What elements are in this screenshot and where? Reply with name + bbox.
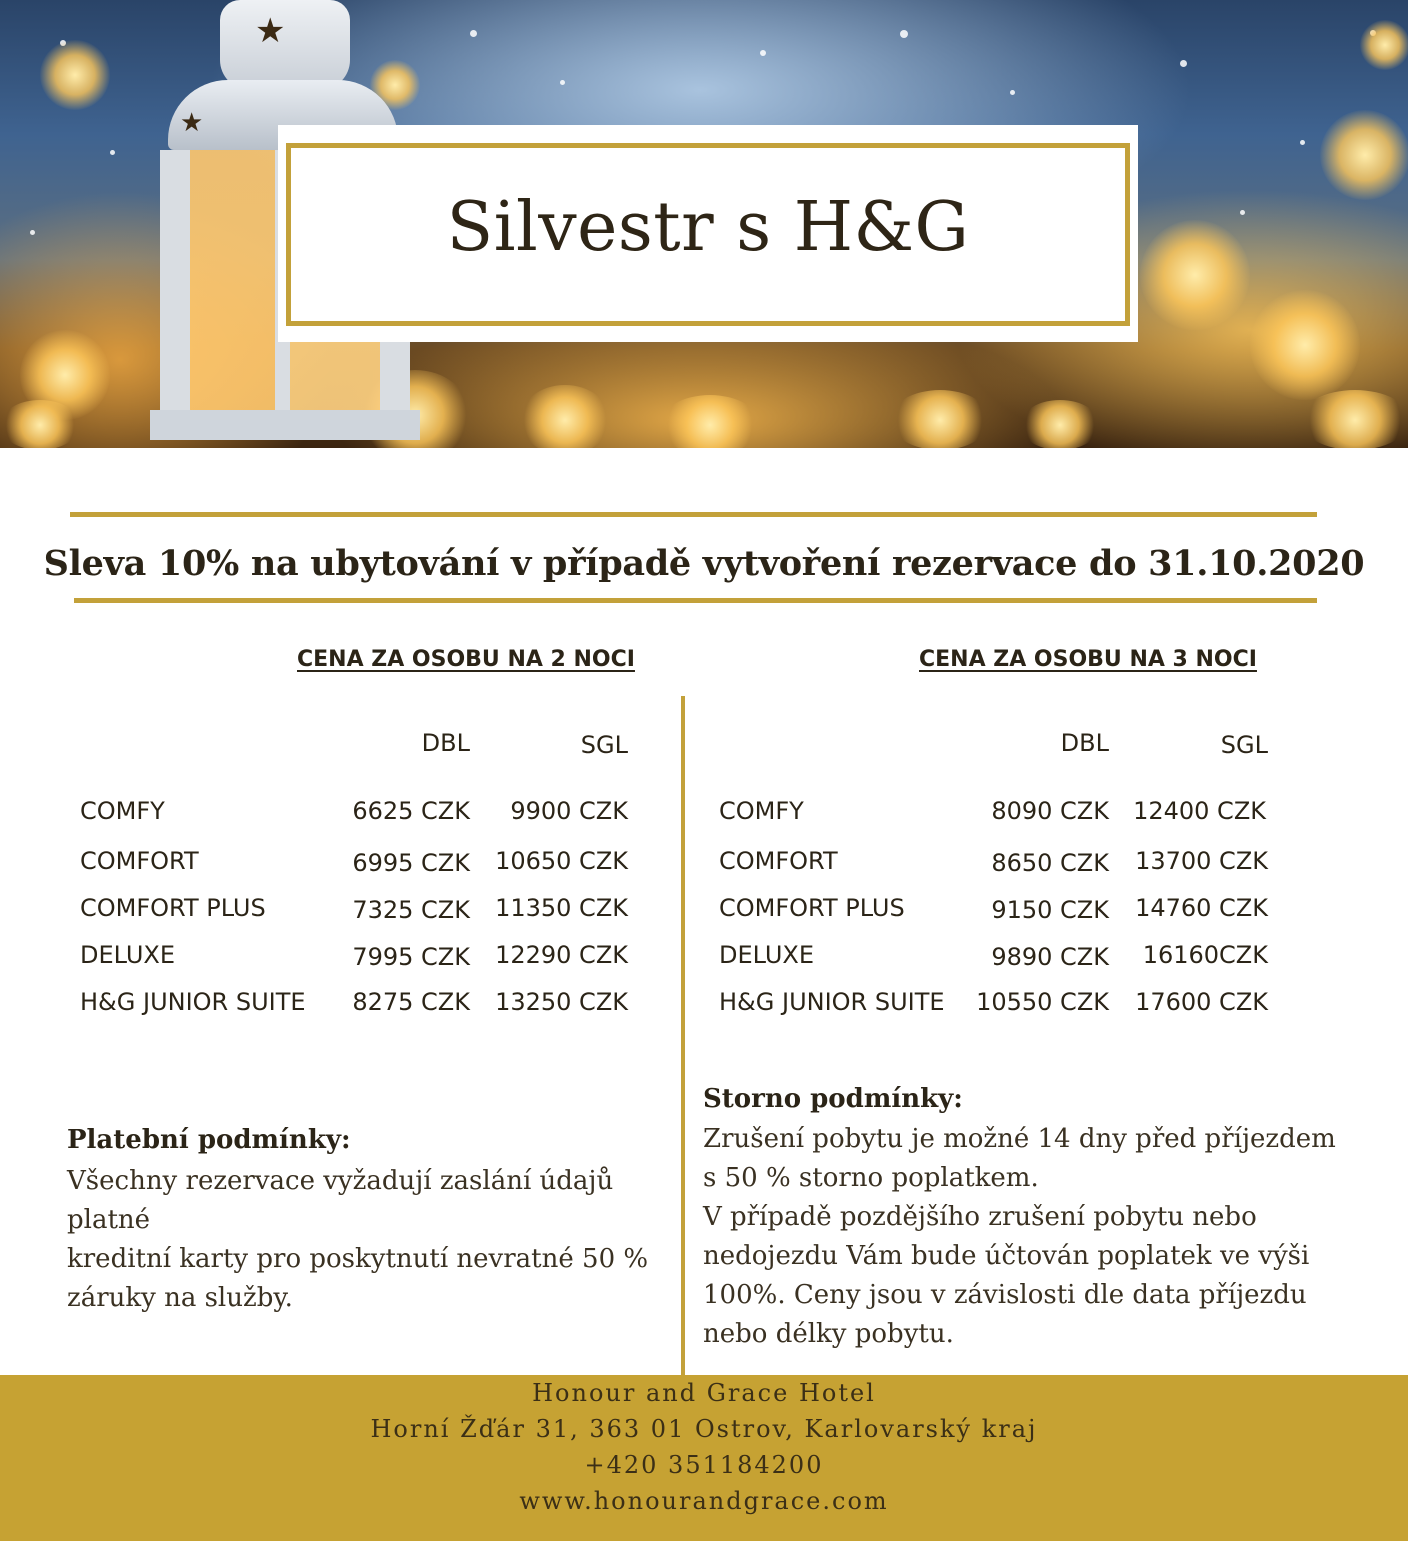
column-header-dbl: DBL	[1060, 729, 1109, 757]
text-line: kreditní karty pro poskytnutí nevratné 50 %	[67, 1244, 649, 1274]
title-card	[278, 125, 1138, 342]
cancellation-conditions-title: Storno podmínky:	[703, 1084, 963, 1114]
hotel-phone[interactable]: +420 351184200	[584, 1451, 824, 1479]
text-line: nedojezdu Vám bude účtován poplatek ve výši	[703, 1241, 1310, 1271]
price-dbl: 6625 CZK	[352, 797, 470, 825]
price-sgl: 12290 CZK	[495, 941, 628, 969]
price-sgl: 14760 CZK	[1135, 894, 1268, 922]
price-dbl: 8650 CZK	[991, 849, 1109, 877]
column-header-sgl: SGL	[580, 731, 628, 759]
room-name: DELUXE	[80, 941, 175, 969]
footer	[0, 1375, 1408, 1541]
price-dbl: 9890 CZK	[991, 943, 1109, 971]
price-dbl: 10550 CZK	[976, 988, 1109, 1016]
price-sgl: 13700 CZK	[1135, 847, 1268, 875]
text-line: nebo délky pobytu.	[703, 1319, 954, 1349]
price-dbl: 8275 CZK	[352, 988, 470, 1016]
column-header-dbl: DBL	[421, 729, 470, 757]
price-dbl: 7325 CZK	[352, 896, 470, 924]
text-line: Všechny rezervace vyžadují zaslání údajů platné	[67, 1166, 614, 1235]
price-sgl: 16160CZK	[1142, 941, 1268, 969]
hero-photo	[0, 0, 1408, 448]
room-name: COMFY	[719, 797, 804, 825]
text-line: Zrušení pobytu je možné 14 dny před příjezdem	[703, 1124, 1336, 1154]
room-name: DELUXE	[719, 941, 814, 969]
text-line: záruky na služby.	[67, 1283, 293, 1313]
column-divider	[681, 696, 685, 1375]
price-sgl: 9900 CZK	[510, 797, 628, 825]
cancellation-conditions-text	[703, 1120, 1393, 1354]
hotel-address: Horní Žďár 31, 363 01 Ostrov, Karlovarský kraj	[370, 1415, 1038, 1443]
room-name: COMFORT PLUS	[80, 894, 266, 922]
payment-conditions-title: Platební podmínky:	[67, 1125, 351, 1155]
price-sgl: 17600 CZK	[1135, 988, 1268, 1016]
column-header-sgl: SGL	[1220, 731, 1268, 759]
price-sgl: 12400 CZK	[1133, 797, 1266, 825]
gold-rule-top	[70, 512, 1317, 517]
room-name: H&G JUNIOR SUITE	[719, 988, 945, 1016]
price-dbl: 7995 CZK	[352, 943, 470, 971]
room-name: COMFORT PLUS	[719, 894, 905, 922]
price-dbl: 9150 CZK	[991, 896, 1109, 924]
price-dbl: 6995 CZK	[352, 849, 470, 877]
table-heading-2-nights: CENA ZA OSOBU NA 2 NOCI	[297, 647, 635, 672]
hotel-name: Honour and Grace Hotel	[532, 1379, 876, 1407]
page-title: Silvestr s H&G	[446, 188, 970, 267]
price-dbl: 8090 CZK	[991, 797, 1109, 825]
hotel-website-link[interactable]: www.honourandgrace.com	[519, 1487, 889, 1515]
room-name: COMFORT	[719, 847, 838, 875]
price-sgl: 11350 CZK	[495, 894, 628, 922]
room-name: COMFORT	[80, 847, 199, 875]
price-sgl: 10650 CZK	[495, 847, 628, 875]
room-name: H&G JUNIOR SUITE	[80, 988, 306, 1016]
star-icon: ★	[255, 11, 286, 51]
text-line: s 50 % storno poplatkem.	[703, 1163, 1039, 1193]
price-sgl: 13250 CZK	[495, 988, 628, 1016]
table-heading-3-nights: CENA ZA OSOBU NA 3 NOCI	[919, 647, 1257, 672]
text-line: V případě pozdějšího zrušení pobytu nebo	[703, 1202, 1257, 1232]
star-icon: ★	[180, 108, 204, 138]
discount-banner: Sleva 10% na ubytování v případě vytvoření rezervace do 31.10.2020	[43, 543, 1365, 584]
text-line: 100%. Ceny jsou v závislosti dle data příjezdu	[703, 1280, 1307, 1310]
room-name: COMFY	[80, 797, 165, 825]
gold-rule-bottom	[74, 598, 1317, 603]
payment-conditions-text	[67, 1162, 679, 1318]
